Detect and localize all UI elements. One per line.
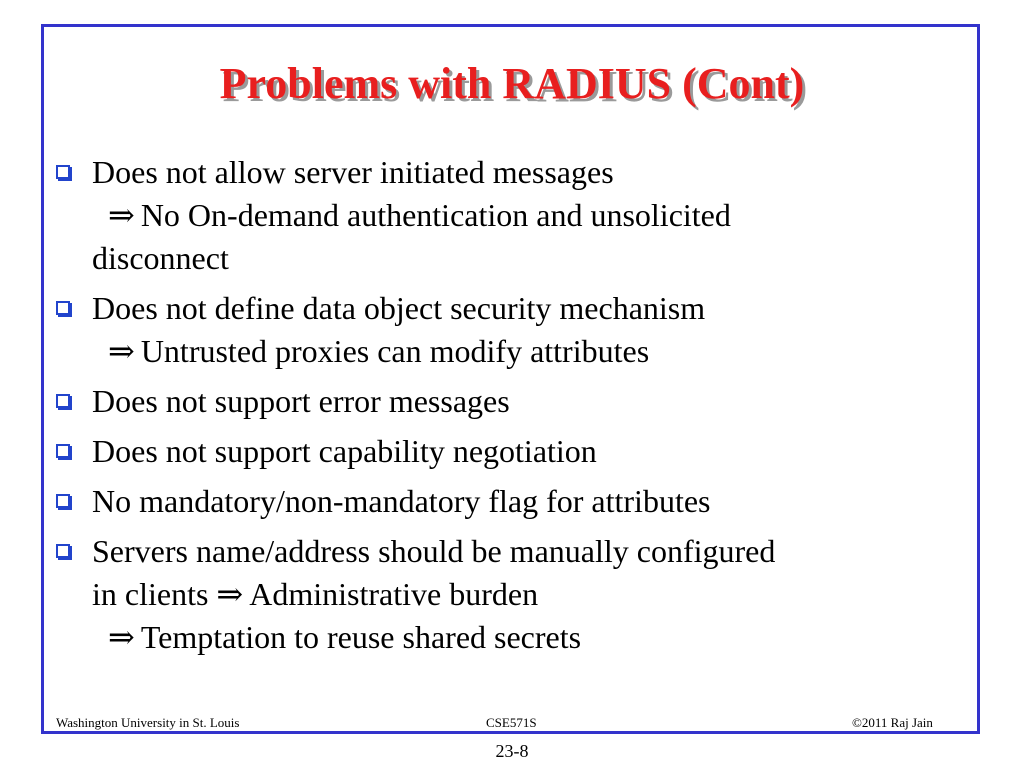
implies-arrow-icon: ⇒	[108, 333, 135, 369]
slide-title: Problems with RADIUS (Cont)	[219, 59, 805, 108]
bullet-item	[56, 480, 956, 523]
bullet-item	[56, 380, 956, 423]
bullet-wrap-line	[92, 573, 956, 616]
square-bullet-icon	[56, 444, 70, 458]
bullet-subline	[92, 616, 956, 659]
footer-course: CSE571S	[486, 715, 537, 730]
bullet-subline	[92, 330, 956, 373]
bullet-item	[56, 430, 956, 473]
bullet-text: Servers name/address should be manually configured	[92, 533, 776, 569]
implies-arrow-icon: ⇒	[216, 576, 244, 612]
square-bullet-icon	[56, 165, 70, 179]
square-bullet-icon	[56, 544, 70, 558]
bullet-subline	[92, 194, 956, 237]
footer-copyright: ©2011 Raj Jain	[852, 715, 933, 730]
bullet-text: Does not support error messages	[92, 383, 510, 419]
bullet-wrap-text: disconnect	[92, 240, 229, 276]
bullet-subtext: Untrusted proxies can modify attributes	[140, 333, 650, 369]
implies-arrow-icon: ⇒	[108, 197, 135, 233]
square-bullet-icon	[56, 494, 70, 508]
bullet-wrap-pre: in clients	[92, 576, 209, 612]
bullet-text: No mandatory/non-mandatory flag for attributes	[92, 483, 711, 519]
bullet-list	[56, 151, 956, 666]
bullet-item	[56, 151, 956, 280]
bullet-subtext: No On-demand authentication and unsolicited	[140, 197, 731, 233]
footer-institution: Washington University in St. Louis	[56, 715, 240, 730]
square-bullet-icon	[56, 394, 70, 408]
page-number: 23-8	[495, 741, 529, 761]
bullet-text: Does not define data object security mechanism	[92, 290, 706, 326]
bullet-text: Does not support capability negotiation	[92, 433, 597, 469]
bullet-wrap-post: Administrative burden	[249, 576, 539, 612]
bullet-subtext: Temptation to reuse shared secrets	[140, 619, 582, 655]
implies-arrow-icon: ⇒	[108, 619, 135, 655]
square-bullet-icon	[56, 301, 70, 315]
bullet-text: Does not allow server initiated messages	[92, 154, 614, 190]
bullet-item	[56, 530, 956, 659]
bullet-item	[56, 287, 956, 373]
